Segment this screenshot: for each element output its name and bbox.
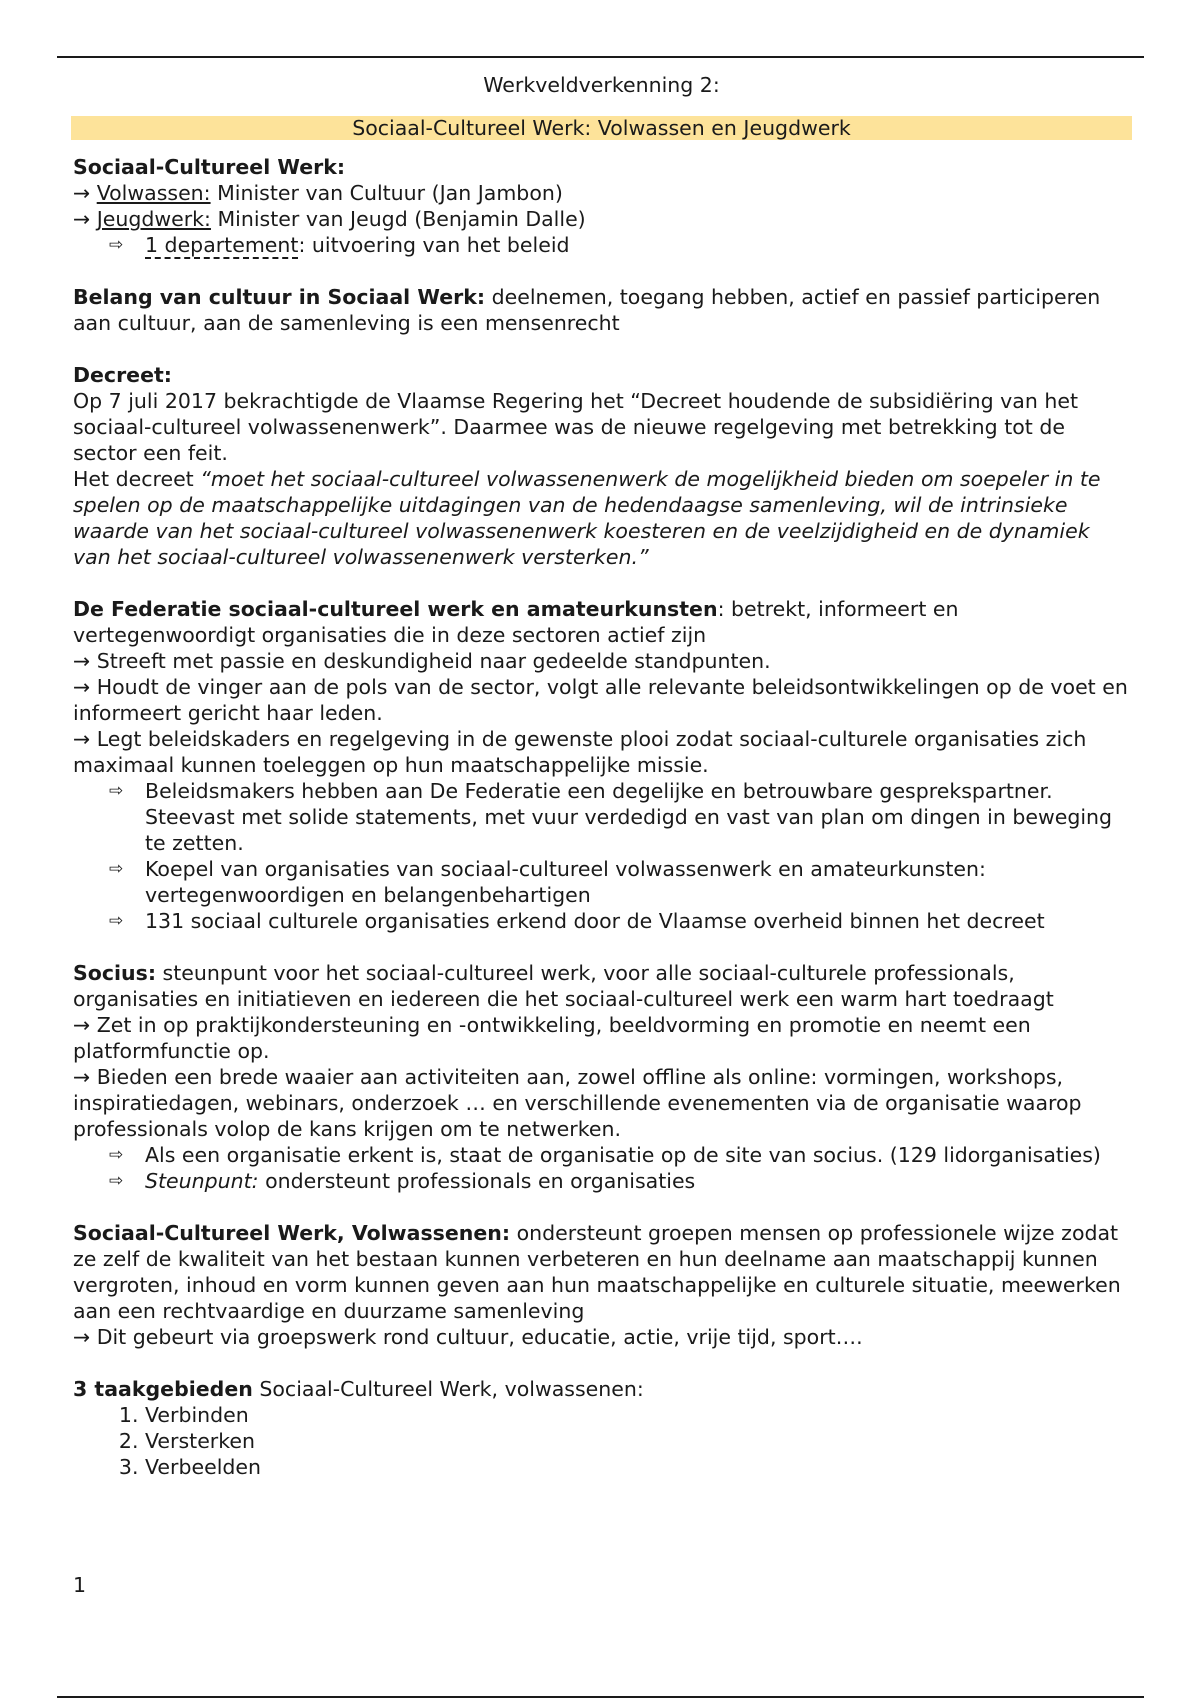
section-heading: Sociaal-Cultureel Werk, Volwassenen: (73, 1221, 511, 1245)
list-item: → Streeft met passie en deskundigheid naar gedeelde standpunten. (73, 649, 771, 673)
section-federatie: De Federatie sociaal-cultureel werk en amateurkunsten: betrekt, informeert en vertegenwoordigt organisaties die in deze sectoren actief zijn → Streeft met passie en deskundigheid naar gedeelde standpunten. → Houdt de vinger aan de pols van de sector, volgt alle relevante beleidsontwikkelingen op de voet en informeert gericht haar leden. → Legt beleidskaders en regelgeving in de gewenste plooi zodat sociaal-culturele organisaties zich maximaal kunnen toeleggen op hun maatschappelijke missie. ⇨ Beleidsmakers hebben aan De Federatie een degelijke en betrouwbare gesprekspartner. Steevast met solide statements, met vuur verdedigd en vast van plan om dingen in beweging te zetten. ⇨ Koepel van organisaties van sociaal-cultureel volwassenwerk en amateurkunsten: vertegenwoordigen en belangenbehartigen ⇨ 131 sociaal culturele organisaties erkend door de Vlaamse overheid binnen het decreet (73, 596, 1130, 934)
list-item: 2. Versterken (145, 1428, 1130, 1454)
bottom-rule (57, 1696, 1144, 1698)
list-item: 3. Verbeelden (145, 1454, 1130, 1480)
section-scw (73, 154, 1130, 258)
section-heading: Belang van cultuur in Sociaal Werk: (73, 285, 486, 309)
section-belang: Belang van cultuur in Sociaal Werk: deelnemen, toegang hebben, actief en passief participeren aan cultuur, aan de samenleving is een mensenrecht (73, 285, 1101, 335)
list-item: → Dit gebeurt via groepswerk rond cultuur, educatie, actie, vrije tijd, sport…. (73, 1325, 863, 1349)
page-header-title: Werkveldverkenning 2: (483, 73, 720, 97)
section-heading: Sociaal-Cultureel Werk: (73, 155, 346, 179)
list-item: → Volwassen: Minister van Cultuur (Jan Jambon) (73, 181, 563, 205)
paragraph: Op 7 juli 2017 bekrachtigde de Vlaamse Regering het “Decreet houdende de subsidiëring van het sociaal-cultureel volwassenenwerk”. Daarmee was de nieuwe regelgeving met betrekking tot de sector een feit. (73, 389, 1078, 465)
sub-item: ⇨ Koepel van organisaties van sociaal-cultureel volwassenwerk en amateurkunsten: vertegenwoordigen en belangenbehartigen (73, 856, 1130, 908)
list-item: → Zet in op praktijkondersteuning en -ontwikkeling, beeldvorming en promotie en neemt een platformfunctie op. (73, 1013, 1031, 1063)
section-decreet (73, 362, 1130, 570)
document-page (73, 72, 1130, 1506)
section-heading: De Federatie sociaal-cultureel werk en amateurkunsten (73, 597, 718, 621)
section-heading: 3 taakgebieden (73, 1377, 253, 1401)
list-item: → Houdt de vinger aan de pols van de sector, volgt alle relevante beleidsontwikkelingen op de voet en informeert gericht haar leden. (73, 675, 1128, 725)
section-heading: Decreet: (73, 363, 172, 387)
section-taakgebieden: 3 taakgebieden Sociaal-Cultureel Werk, volwassenen: 1. Verbinden 2. Versterken 3. Verbeelden (73, 1376, 1130, 1480)
list-item: 1. Verbinden (145, 1402, 1130, 1428)
section-heading: Socius: (73, 961, 157, 985)
list-item: → Legt beleidskaders en regelgeving in de gewenste plooi zodat sociaal-culturele organisaties zich maximaal kunnen toeleggen op hun maatschappelijke missie. (73, 727, 1087, 777)
sub-item: ⇨ 1 departement: uitvoering van het beleid (73, 232, 1130, 258)
sub-item: ⇨ 131 sociaal culturele organisaties erkend door de Vlaamse overheid binnen het decreet (73, 908, 1130, 934)
sub-item: ⇨ Beleidsmakers hebben aan De Federatie een degelijke en betrouwbare gesprekspartner. Steevast met solide statements, met vuur verdedigd en vast van plan om dingen in beweging te zetten. (73, 778, 1130, 856)
numbered-list (73, 1402, 1130, 1480)
decree-quote: “moet het sociaal-cultureel volwassenenwerk de mogelijkheid bieden om soepeler in te spelen op de maatschappelijke uitdagingen van de hedendaagse samenleving, wil de intrinsieke waarde van het sociaal-cultureel volwassenenwerk koesteren en de veelzijdigheid en de dynamiek van het sociaal-cultureel volwassenenwerk versterken.” (73, 467, 1101, 569)
page-number: 1 (73, 1573, 87, 1597)
section-socius: Socius: steunpunt voor het sociaal-cultureel werk, voor alle sociaal-culturele professionals, organisaties en initiatieven en iedereen die het sociaal-cultureel werk een warm hart toedraagt → Zet in op praktijkondersteuning en -ontwikkeling, beeldvorming en promotie en neemt een platformfunctie op. → Bieden een brede waaier aan activiteiten aan, zowel offline als online: vormingen, workshops, inspiratiedagen, webinars, onderzoek … en verschillende evenementen via de organisatie waarop professionals volop de kans krijgen om te netwerken. ⇨ Als een organisatie erkent is, staat de organisatie op de site van socius. (129 lidorganisaties) ⇨ Steunpunt: ondersteunt professionals en organisaties (73, 960, 1130, 1194)
top-rule (57, 56, 1144, 58)
list-item: → Jeugdwerk: Minister van Jeugd (Benjamin Dalle) (73, 207, 586, 231)
sub-item: ⇨ Als een organisatie erkent is, staat de organisatie op de site van socius. (129 lidorganisaties) (73, 1142, 1130, 1168)
sub-item: ⇨ Steunpunt: ondersteunt professionals en organisaties (73, 1168, 1130, 1194)
section-volwassenen: Sociaal-Cultureel Werk, Volwassenen: ondersteunt groepen mensen op professionele wijze zodat ze zelf de kwaliteit van het bestaan kunnen verbeteren en hun deelname aan maatschappij kunnen vergroten, inhoud en vorm kunnen geven aan hun maatschappelijke en culturele situatie, meewerken aan een rechtvaardige en duurzame samenleving → Dit gebeurt via groepswerk rond cultuur, educatie, actie, vrije tijd, sport…. (73, 1220, 1130, 1350)
list-item: → Bieden een brede waaier aan activiteiten aan, zowel offline als online: vormingen, workshops, inspiratiedagen, webinars, onderzoek … en verschillende evenementen via de organisatie waarop professionals volop de kans krijgen om te netwerken. (73, 1065, 1082, 1141)
highlighted-title: Sociaal-Cultureel Werk: Volwassen en Jeugdwerk (71, 116, 1132, 140)
paragraph: Het decreet “moet het sociaal-cultureel volwassenenwerk de mogelijkheid bieden om soepeler in te spelen op de maatschappelijke uitdagingen van de hedendaagse samenleving, wil de intrinsieke waarde van het sociaal-cultureel volwassenenwerk koesteren en de veelzijdigheid en de dynamiek van het sociaal-cultureel volwassenenwerk versterken.” (73, 467, 1101, 569)
